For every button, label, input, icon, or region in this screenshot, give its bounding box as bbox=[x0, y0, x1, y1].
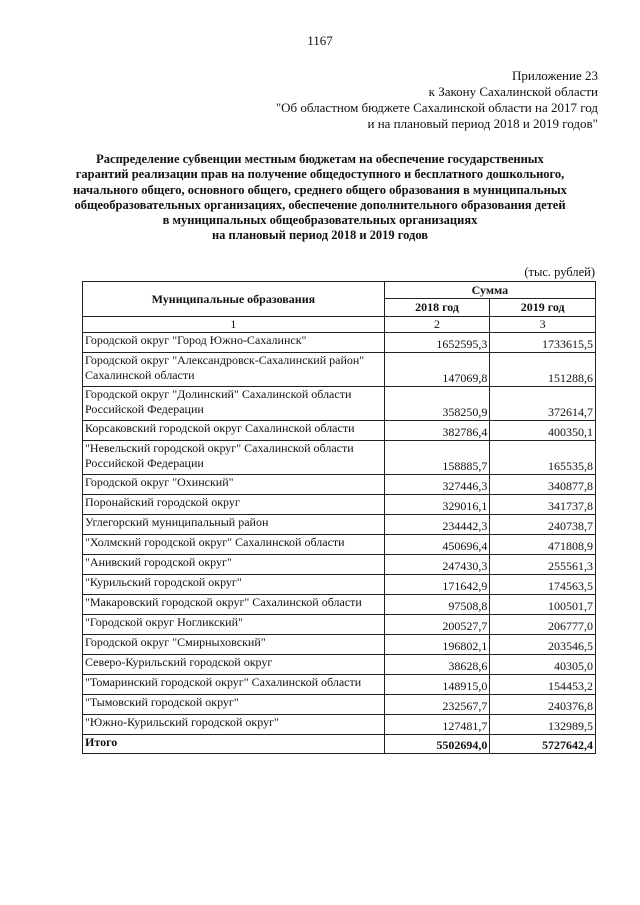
value-2018: 127481,7 bbox=[384, 715, 490, 735]
table-row bbox=[83, 333, 596, 353]
value-2019: 174563,5 bbox=[490, 575, 596, 595]
value-2019: 165535,8 bbox=[490, 441, 596, 475]
table-row bbox=[83, 515, 596, 535]
municipality-name: Городской округ "Александровск-Сахалинский район" Сахалинской области bbox=[83, 353, 385, 387]
municipality-name: "Невельский городской округ" Сахалинской области Российской Федерации bbox=[83, 441, 385, 475]
municipality-name: Городской округ "Город Южно-Сахалинск" bbox=[83, 333, 385, 353]
municipality-name: Городской округ "Долинский" Сахалинской области Российской Федерации bbox=[83, 387, 385, 421]
header-sum: Сумма bbox=[384, 282, 595, 299]
table-row bbox=[83, 695, 596, 715]
municipality-name: Корсаковский городской округ Сахалинской области bbox=[83, 421, 385, 441]
value-2018: 148915,0 bbox=[384, 675, 490, 695]
value-2019: 100501,7 bbox=[490, 595, 596, 615]
table-row bbox=[83, 441, 596, 475]
municipality-name: "Южно-Курильский городской округ" bbox=[83, 715, 385, 735]
value-2019: 151288,6 bbox=[490, 353, 596, 387]
header-year-2018: 2018 год bbox=[384, 299, 490, 317]
title-line: на плановый период 2018 и 2019 годов bbox=[211, 228, 429, 243]
value-2019: 154453,2 bbox=[490, 675, 596, 695]
subvention-table bbox=[82, 281, 596, 754]
municipality-name: Углегорский муниципальный район bbox=[83, 515, 385, 535]
value-2018: 158885,7 bbox=[384, 441, 490, 475]
total-label: Итого bbox=[83, 735, 385, 754]
value-2019: 203546,5 bbox=[490, 635, 596, 655]
total-2019: 5727642,4 bbox=[490, 735, 596, 754]
header-municipality: Муниципальные образования bbox=[83, 282, 385, 317]
municipality-name: Поронайский городской округ bbox=[83, 495, 385, 515]
units-label: (тыс. рублей) bbox=[524, 265, 595, 279]
value-2018: 147069,8 bbox=[384, 353, 490, 387]
title-line: гарантий реализации прав на получение общедоступного и бесплатного дошкольного, bbox=[75, 167, 565, 182]
column-number: 2 bbox=[384, 317, 490, 333]
table-row bbox=[83, 475, 596, 495]
table-row bbox=[83, 595, 596, 615]
title-line: общеобразовательных организациях, обеспечение дополнительного образования детей bbox=[74, 197, 566, 212]
total-row bbox=[83, 735, 596, 754]
page-number: 1167 bbox=[307, 33, 333, 48]
value-2018: 1652595,3 bbox=[384, 333, 490, 353]
table-row bbox=[83, 495, 596, 515]
table-row bbox=[83, 387, 596, 421]
table-row bbox=[83, 555, 596, 575]
value-2018: 450696,4 bbox=[384, 535, 490, 555]
appendix-line: к Закону Сахалинской области bbox=[428, 84, 598, 99]
municipality-name: "Анивский городской округ" bbox=[83, 555, 385, 575]
value-2018: 247430,3 bbox=[384, 555, 490, 575]
value-2019: 255561,3 bbox=[490, 555, 596, 575]
total-2018: 5502694,0 bbox=[384, 735, 490, 754]
value-2018: 200527,7 bbox=[384, 615, 490, 635]
column-number: 1 bbox=[83, 317, 385, 333]
column-number: 3 bbox=[490, 317, 596, 333]
title-line: в муниципальных общеобразовательных организациях bbox=[162, 213, 478, 228]
document-title bbox=[60, 152, 580, 244]
municipality-name: "Курильский городской округ" bbox=[83, 575, 385, 595]
municipality-name: Городской округ "Смирныховский" bbox=[83, 635, 385, 655]
municipality-name: Северо-Курильский городской округ bbox=[83, 655, 385, 675]
municipality-name: "Тымовский городской округ" bbox=[83, 695, 385, 715]
appendix-line: "Об областном бюджете Сахалинской области на 2017 год bbox=[275, 100, 598, 115]
appendix-line: и на плановый период 2018 и 2019 годов" bbox=[367, 116, 598, 131]
value-2018: 329016,1 bbox=[384, 495, 490, 515]
municipality-name: "Городской округ Ногликский" bbox=[83, 615, 385, 635]
table-row bbox=[83, 421, 596, 441]
value-2018: 171642,9 bbox=[384, 575, 490, 595]
table-row bbox=[83, 655, 596, 675]
value-2018: 196802,1 bbox=[384, 635, 490, 655]
value-2019: 400350,1 bbox=[490, 421, 596, 441]
municipality-name: "Томаринский городской округ" Сахалинской области bbox=[83, 675, 385, 695]
value-2019: 240376,8 bbox=[490, 695, 596, 715]
appendix-line: Приложение 23 bbox=[511, 68, 598, 83]
table-row bbox=[83, 635, 596, 655]
value-2018: 382786,4 bbox=[384, 421, 490, 441]
column-number-row bbox=[83, 317, 596, 333]
table-row bbox=[83, 575, 596, 595]
value-2019: 206777,0 bbox=[490, 615, 596, 635]
municipality-name: "Макаровский городской округ" Сахалинской области bbox=[83, 595, 385, 615]
table-row bbox=[83, 675, 596, 695]
table-row bbox=[83, 615, 596, 635]
value-2019: 132989,5 bbox=[490, 715, 596, 735]
table-row bbox=[83, 715, 596, 735]
value-2019: 372614,7 bbox=[490, 387, 596, 421]
value-2018: 38628,6 bbox=[384, 655, 490, 675]
value-2018: 234442,3 bbox=[384, 515, 490, 535]
value-2019: 341737,8 bbox=[490, 495, 596, 515]
municipality-name: Городской округ "Охинский" bbox=[83, 475, 385, 495]
value-2018: 97508,8 bbox=[384, 595, 490, 615]
table-row bbox=[83, 353, 596, 387]
value-2019: 471808,9 bbox=[490, 535, 596, 555]
value-2018: 232567,7 bbox=[384, 695, 490, 715]
title-line: Распределение субвенции местным бюджетам на обеспечение государственных bbox=[96, 152, 544, 166]
value-2019: 40305,0 bbox=[490, 655, 596, 675]
value-2019: 1733615,5 bbox=[490, 333, 596, 353]
value-2019: 240738,7 bbox=[490, 515, 596, 535]
value-2018: 327446,3 bbox=[384, 475, 490, 495]
municipality-name: "Холмский городской округ" Сахалинской области bbox=[83, 535, 385, 555]
value-2018: 358250,9 bbox=[384, 387, 490, 421]
appendix-reference bbox=[276, 68, 598, 132]
value-2019: 340877,8 bbox=[490, 475, 596, 495]
table-row bbox=[83, 535, 596, 555]
header-year-2019: 2019 год bbox=[490, 299, 596, 317]
title-line: начального общего, основного общего, среднего общего образования в муниципальных bbox=[73, 182, 567, 197]
